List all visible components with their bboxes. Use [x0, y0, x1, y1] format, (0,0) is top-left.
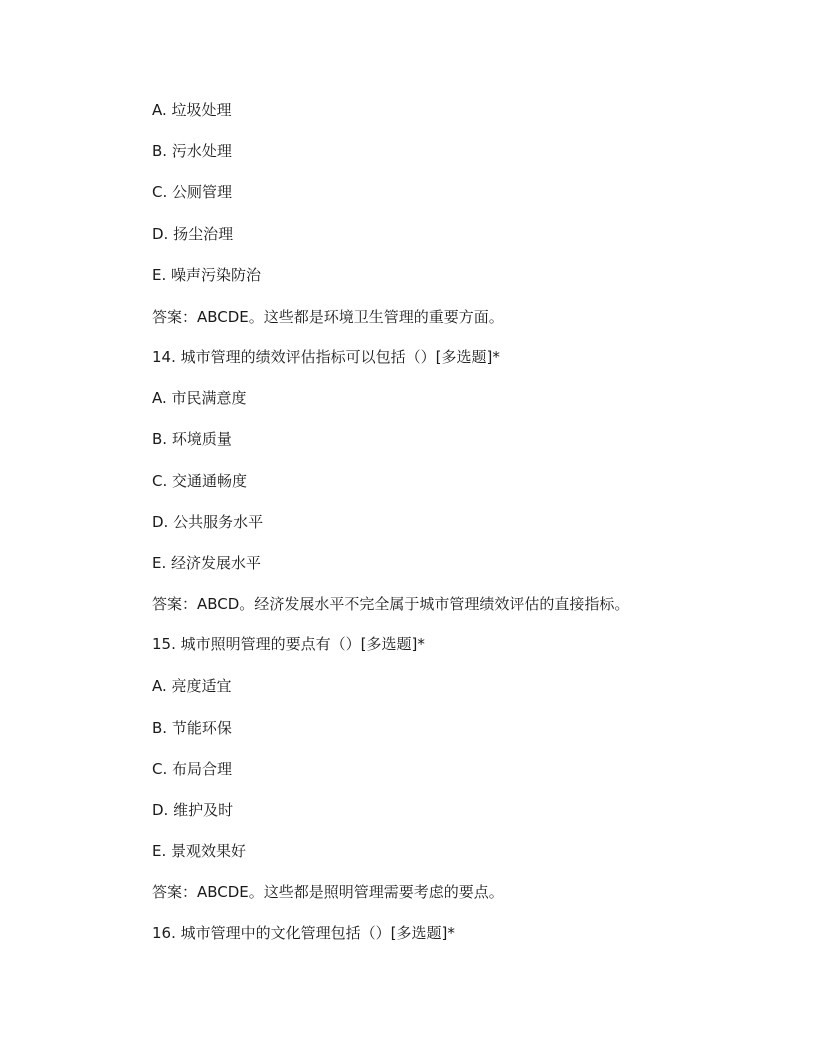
q15-option-c: C. 布局合理	[152, 760, 233, 778]
q15-option-b: B. 节能环保	[152, 719, 232, 737]
q14-option-c: C. 交通通畅度	[152, 472, 248, 490]
answer-14: 答案：ABCD。经济发展水平不完全属于城市管理绩效评估的直接指标。	[152, 595, 630, 613]
q14-option-b: B. 环境质量	[152, 430, 232, 448]
option-b: B. 污水处理	[152, 142, 232, 160]
q15-option-e: E. 景观效果好	[152, 842, 247, 860]
question-15: 15. 城市照明管理的要点有（）[多选题]*	[152, 635, 425, 653]
option-c: C. 公厕管理	[152, 183, 233, 201]
option-a: A. 垃圾处理	[152, 101, 232, 119]
q14-option-a: A. 市民满意度	[152, 389, 247, 407]
answer-13: 答案：ABCDE。这些都是环境卫生管理的重要方面。	[152, 308, 504, 326]
question-14: 14. 城市管理的绩效评估指标可以包括（）[多选题]*	[152, 348, 500, 366]
q15-option-a: A. 亮度适宜	[152, 677, 232, 695]
option-e: E. 噪声污染防治	[152, 266, 262, 284]
option-d: D. 扬尘治理	[152, 225, 234, 243]
question-16: 16. 城市管理中的文化管理包括（）[多选题]*	[152, 924, 455, 942]
q15-option-d: D. 维护及时	[152, 801, 234, 819]
answer-15: 答案：ABCDE。这些都是照明管理需要考虑的要点。	[152, 883, 504, 901]
q14-option-d: D. 公共服务水平	[152, 513, 264, 531]
q14-option-e: E. 经济发展水平	[152, 554, 262, 572]
